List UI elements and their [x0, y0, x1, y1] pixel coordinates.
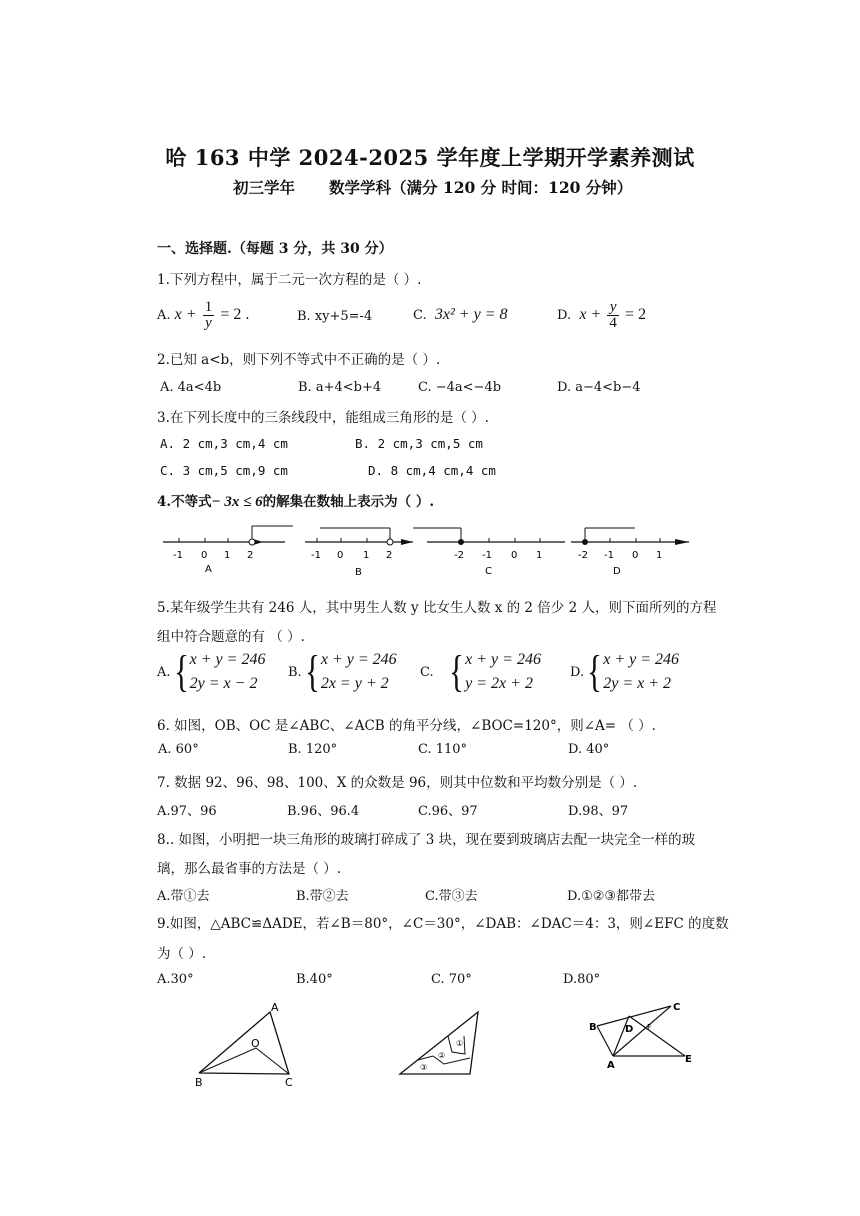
- q7-option-c: C.96、97: [418, 804, 478, 819]
- vertex-label: E: [685, 1054, 692, 1065]
- tick-label: 1: [363, 550, 370, 561]
- q2-option-b: B. a+4<b+4: [298, 380, 382, 395]
- exam-title: 哈 163 中学 2024-2025 学年度上学期开学素养测试: [165, 145, 695, 170]
- q8-option-d: D.①②③都带去: [567, 889, 656, 904]
- tick-label: -1: [482, 550, 492, 561]
- q5-option-b: B. { x + y = 246 2x = y + 2: [288, 647, 397, 696]
- line-label: A: [205, 564, 212, 575]
- vertex-label: A: [607, 1060, 615, 1070]
- q3-stem: 3.在下列长度中的三条线段中，能组成三角形的是（ ）.: [157, 410, 489, 426]
- q9-option-c: C. 70°: [431, 972, 472, 987]
- vertex-label: C: [673, 1002, 681, 1013]
- tick-label: 0: [511, 550, 518, 561]
- figure-broken-glass: [392, 1008, 492, 1084]
- q8-option-c: C.带③去: [425, 889, 478, 904]
- q6-stem: 6. 如图，OB、OC 是∠ABC、∠ACB 的角平分线，∠BOC=120°，则∠A= （ ）.: [157, 718, 656, 734]
- q1-option-b: B. xy+5=-4: [297, 309, 373, 324]
- q9-stem-line1: 9.如图，△ABC≌ΔADE，若∠B＝80°，∠C＝30°，∠DAB：∠DAC＝4：3，则∠EFC 的度数: [157, 916, 729, 932]
- tick-label: 1: [224, 550, 231, 561]
- q6-option-a: A. 60°: [158, 742, 199, 757]
- line-label: C: [485, 566, 492, 577]
- q5-option-c: C. { x + y = 246 y = 2x + 2: [420, 647, 541, 696]
- q9-option-d: D.80°: [563, 972, 601, 987]
- q1-stem: 1.下列方程中，属于二元一次方程的是（ ）.: [157, 272, 422, 288]
- q8-stem-line1: 8.. 如图，小明把一块三角形的玻璃打碎成了 3 块，现在要到玻璃店去配一块完全一样的玻: [157, 832, 696, 848]
- tick-label: 2: [247, 550, 254, 561]
- tick-label: 0: [632, 550, 639, 561]
- piece-label: ②: [438, 1051, 446, 1060]
- number-line-a: [163, 526, 293, 575]
- q9-option-b: B.40°: [296, 972, 333, 987]
- q2-stem: 2.已知 a<b，则下列不等式中不正确的是（ ）.: [157, 352, 441, 368]
- q7-stem: 7. 数据 92、96、98、100、X 的众数是 96，则其中位数和平均数分别是（ ）.: [157, 775, 638, 791]
- section-heading: 一、选择题.（每题 3 分，共 30 分）: [157, 241, 393, 257]
- subject-info: 数学学科（满分 120 分 时间：120 分钟）: [329, 178, 633, 197]
- q9-stem-line2: 为（ ）.: [157, 946, 207, 962]
- q1-option-c: C. 3x² + y = 8: [413, 306, 508, 323]
- tick-label: -1: [604, 550, 614, 561]
- vertex-label: C: [285, 1076, 293, 1089]
- q3-option-a: A. 2 cm,3 cm,4 cm: [160, 436, 288, 451]
- tick-label: 2: [386, 550, 393, 561]
- q5-option-d: D. { x + y = 246 2y = x + 2: [570, 647, 680, 696]
- exam-subtitle: [233, 176, 632, 198]
- q8-option-b: B.带②去: [296, 889, 349, 904]
- q4-number-lines: [155, 520, 715, 578]
- tick-label: -2: [578, 550, 588, 561]
- q5-stem-line1: 5.某年级学生共有 246 人，其中男生人数 y 比女生人数 x 的 2 倍少 2 人，则下面所列的方程: [157, 600, 717, 616]
- q3-option-d: D. 8 cm,4 cm,4 cm: [368, 463, 496, 478]
- piece-label: ③: [420, 1063, 428, 1072]
- q6-option-b: B. 120°: [288, 742, 338, 757]
- tick-label: 1: [656, 550, 663, 561]
- tick-label: -1: [173, 550, 183, 561]
- q2-option-a: A. 4a<4b: [160, 380, 222, 395]
- q6-option-d: D. 40°: [568, 742, 610, 757]
- figure-triangle-abc: [185, 1000, 315, 1092]
- q8-option-a: A.带①去: [157, 889, 210, 904]
- q2-option-d: D. a−4<b−4: [557, 380, 641, 395]
- line-label: D: [613, 566, 621, 577]
- vertex-label: F: [647, 1023, 652, 1032]
- tick-label: -1: [311, 550, 321, 561]
- number-line-b: [305, 528, 413, 578]
- line-label: B: [355, 567, 362, 578]
- q2-option-c: C. −4a<−4b: [418, 380, 502, 395]
- number-line-c: [413, 528, 565, 577]
- q1-option-d: D. x + $\frac{y}{4}$ = 2: [557, 299, 647, 331]
- q1-option-a: A. x + $\frac{1}{y}$ = 2 .: [157, 299, 250, 331]
- q5-option-a: A. { x + y = 246 2y = x − 2: [157, 647, 266, 696]
- vertex-label: B: [589, 1022, 597, 1033]
- q8-stem-line2: 璃，那么最省事的方法是（ ）.: [157, 861, 342, 877]
- piece-label: ①: [456, 1039, 464, 1048]
- q3-option-b: B. 2 cm,3 cm,5 cm: [355, 436, 483, 451]
- vertex-label: D: [625, 1024, 634, 1035]
- q5-stem-line2: 组中符合题意的有 （ ）.: [157, 629, 305, 645]
- q4-stem: 4.不等式− 3x ≤ 6的解集在数轴上表示为（ ）.: [157, 494, 435, 510]
- q3-option-c: C. 3 cm,5 cm,9 cm: [160, 463, 288, 478]
- vertex-label: A: [271, 1001, 279, 1014]
- tick-label: 0: [201, 550, 208, 561]
- tick-label: 1: [536, 550, 543, 561]
- vertex-label: O: [251, 1037, 260, 1050]
- q7-option-d: D.98、97: [568, 804, 629, 819]
- grade-label: 初三学年: [233, 178, 296, 197]
- q6-option-c: C. 110°: [418, 742, 468, 757]
- figure-congruent-triangles: [585, 1000, 700, 1070]
- q9-option-a: A.30°: [157, 972, 194, 987]
- tick-label: -2: [454, 550, 464, 561]
- q7-option-b: B.96、96.4: [287, 804, 360, 819]
- vertex-label: B: [195, 1076, 203, 1089]
- number-line-d: [571, 528, 689, 577]
- q7-option-a: A.97、96: [157, 804, 217, 819]
- tick-label: 0: [337, 550, 344, 561]
